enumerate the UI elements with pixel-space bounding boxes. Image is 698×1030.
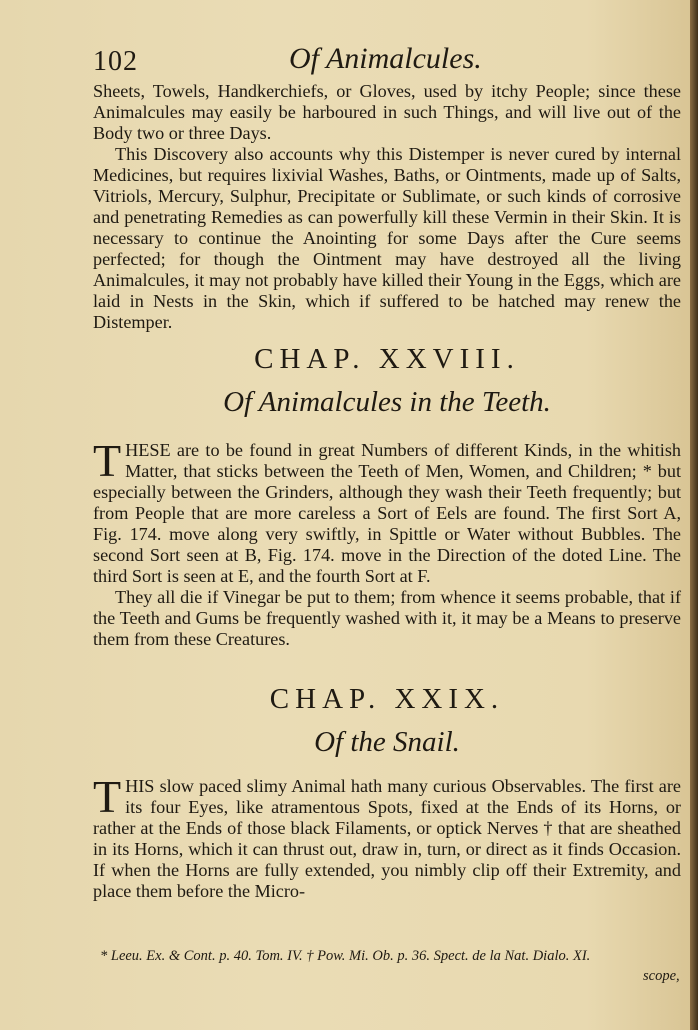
chapter-28-title: Of Animalcules in the Teeth. bbox=[223, 386, 551, 418]
drop-cap-t: T bbox=[93, 435, 122, 486]
running-head-title: Of Animalcules. bbox=[289, 42, 482, 75]
chapter-28-body bbox=[93, 435, 681, 650]
paragraph-teeth-text: HESE are to be found in great Numbers of different Kinds, in the whitish Matter, that sticks between the Teeth of Men, Women, and Children; * but especially between the Grinders, although they wash their Teeth frequently; but from People that are more careless a Sort of Eels are found. The first Sort A, Fig. 174. move along very swiftly, in Spittle or Water without Bubbles. The second Sort seen at B, Fig. 174. move in the Direction of the doted Line. The third Sort is seen at E, and the fourth Sort at F. bbox=[93, 440, 681, 586]
page-number: 102 bbox=[93, 46, 138, 77]
chapter-29-heading: CHAP. XXIX. bbox=[269, 683, 505, 715]
paragraph-snail-text: HIS slow paced slimy Animal hath many curious Observables. The first are its four Eyes, like atramentous Spots, fixed at the Ends of its Horns, or rather at the Ends of those black Filaments, or optick Nerves † that are sheathed in its Horns, which it can thrust out, draw in, turn, or direct as it finds Occasion. If when the Horns are fully extended, you nimbly clip off their Extremity, and place them before the Micro- bbox=[93, 776, 681, 901]
catchword: scope, bbox=[643, 968, 680, 984]
footnote: * Leeu. Ex. & Cont. p. 40. Tom. IV. † Pow. Mi. Ob. p. 36. Spect. de la Nat. Dialo. XI. bbox=[100, 948, 591, 964]
paragraph-discovery: This Discovery also accounts why this Distemper is never cured by internal Medicines, but requires lixivial Washes, Baths, or Ointments, made up of Salts, Vitriols, Mercury, Sulphur, Precipitate or Sublimate, or such kinds of corrosive and penetrating Remedies as can powerfully kill these Vermin in their Skin. It is necessary to continue the Anointing for some Days after the Cure seems perfected; for though the Ointment may have destroyed all the living Animalcules, it may not probably have killed their Young in the Eggs, which are laid in Nests in the Skin, which if suffered to be hatched may renew the Distemper. bbox=[93, 144, 681, 332]
chapter-29-title: Of the Snail. bbox=[314, 726, 460, 758]
paragraph-snail bbox=[93, 771, 681, 902]
paragraph-itchy-linen: Sheets, Towels, Handkerchiefs, or Gloves, used by itchy People; since these Animalcules may easily be harboured in such Things, and will live out of the Body two or three Days. bbox=[93, 81, 681, 143]
opening-paragraphs bbox=[93, 81, 681, 333]
chapter-28-heading: CHAP. XXVIII. bbox=[254, 343, 520, 375]
paragraph-teeth-animalcules bbox=[93, 435, 681, 587]
chapter-29-body bbox=[93, 771, 681, 902]
paragraph-vinegar: They all die if Vinegar be put to them; from whence it seems probable, that if the Teeth and Gums be frequently washed with it, it may be a Means to preserve them from these Creatures. bbox=[93, 587, 681, 649]
running-head bbox=[93, 40, 683, 80]
page-edge bbox=[690, 0, 698, 1030]
drop-cap-t: T bbox=[93, 771, 122, 822]
